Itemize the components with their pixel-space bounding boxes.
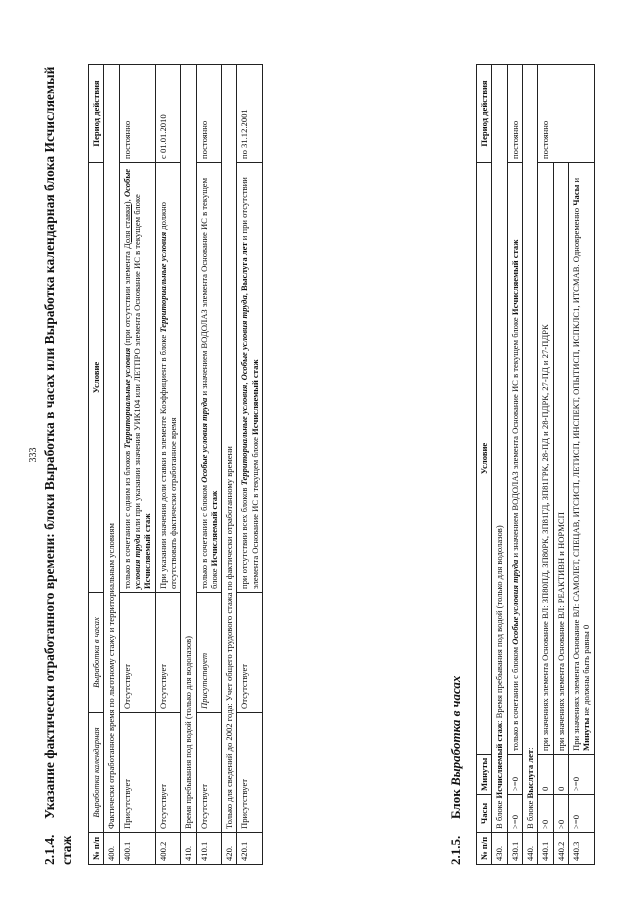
table-calendar-output (88, 64, 263, 865)
row-num: 440.3 (568, 833, 594, 865)
cell-calendar: Присутствует (237, 713, 263, 833)
cell-period: постоянно (196, 65, 222, 163)
row-num: 440.1 (538, 833, 553, 865)
table-row (196, 65, 222, 865)
section-title: Указание фактически отработанного времени: блоки Выработка в часах или Выработка календарная блока Исчисляемый стаж (42, 66, 74, 865)
table-row (119, 65, 155, 865)
section-heading-2-1-5 (448, 45, 464, 865)
col-header-calendar: Выработка календарная (89, 713, 104, 833)
cell-minutes: >=0 (507, 755, 522, 795)
cell-period: с 01.01.2010 (155, 65, 181, 163)
cell-condition: при значениях элемента Основание ВЛ: РЕАКТИВН и НОРМСП (553, 163, 568, 755)
cell-hours: Отсутствует (119, 593, 155, 713)
row-num: 400. (104, 833, 119, 865)
cell-minutes: 0 (538, 755, 553, 795)
cell-condition: только в сочетании с блоком Особые условия труда и значением ВОДОЛАЗ элемента Основание ИС в текущем блоке Исчисляемый стаж (507, 163, 522, 755)
cell-calendar: Присутствует (119, 713, 155, 833)
table-row (104, 65, 119, 865)
row-num: 420. (222, 833, 237, 865)
row-num: 430. (492, 833, 507, 865)
cell-condition: При значениях элемента Основание ВЛ: САМОЛЕТ, СПЕЦАВ, ИТСИСП, ЛЕТИСП, ИНСПЕКТ, ОПЫТИСП, ИСПКЛС1, ИТСМАВ. Одновременно Часы и Минуты не должны быть равны 0 (568, 163, 594, 755)
row-num: 420.1 (237, 833, 263, 865)
table-row (222, 65, 237, 865)
cell-period: по 31.12.2001 (237, 65, 263, 163)
row-num: 410. (181, 833, 196, 865)
table-row (181, 65, 196, 865)
table-row (522, 65, 537, 865)
table-header-row (477, 65, 492, 865)
cell-period: постоянно (119, 65, 155, 163)
cell-condition: только в сочетании с блоком Особые условия труда и значением ВОДОЛАЗ элемента Основание ИС в текущем блоке Исчисляемый стаж (196, 163, 222, 593)
cell-hours: >0 (553, 795, 568, 833)
section-number: 2.1.4. (42, 834, 57, 865)
col-header-num: № п/п (89, 833, 104, 865)
table-row (553, 65, 568, 865)
cell-hours: >=0 (568, 795, 594, 833)
rotated-page-content (28, 35, 624, 875)
section-prefix: Блок (448, 786, 463, 819)
col-header-hours: Часы (477, 795, 492, 833)
group-title: Фактически отработанное время по льготному стажу и территориальным условиям (104, 65, 119, 833)
col-header-condition: Условие (477, 163, 492, 755)
col-header-hours: Выработка в часах (89, 593, 104, 713)
col-header-condition: Условие (89, 163, 104, 593)
group-title: В блоке Выслуга лет: (522, 65, 537, 833)
row-num: 400.1 (119, 833, 155, 865)
table-row (155, 65, 181, 865)
table-hours-output (476, 64, 595, 865)
col-header-minutes: Минуты (477, 755, 492, 795)
table-row (492, 65, 507, 865)
cell-condition: только в сочетании с одним из блоков Территориальные условия (при отсутствии элемента Доля ставки), Особые условия труда или при указании значения УИК104 или ЛЕТПРО элемента Основание ИС в текущем блоке Исчисляемый стаж (119, 163, 155, 593)
cell-condition: При указании значения доли ставки в элементе Коэффициент в блоке Территориальные условия должно отсутствовать фактически отработанное время (155, 163, 181, 593)
cell-condition: при значениях элемента Основание ВЛ: ЗП80ПД, ЗП80РК, ЗП81ГД, ЗП81ГРК, 28-ПД и 28-ПДРК, 27-ПД и 27-ПДРК (538, 163, 553, 755)
table-row (538, 65, 553, 865)
cell-hours: Отсутствует (237, 593, 263, 713)
table-header-row (89, 65, 104, 865)
col-header-period: Период действия (477, 65, 492, 163)
cell-minutes: 0 (553, 755, 568, 795)
cell-period: постоянно (538, 65, 594, 163)
section-heading-2-1-4 (42, 45, 76, 865)
cell-hours: >0 (538, 795, 553, 833)
cell-hours: >=0 (507, 795, 522, 833)
group-title: В блоке Исчисляемый стаж: Время пребывания под водой (только для водолазов) (492, 65, 507, 833)
cell-period: постоянно (507, 65, 522, 163)
cell-hours: Присутствует (196, 593, 222, 713)
row-num: 410.1 (196, 833, 222, 865)
page-number: 333 (28, 447, 39, 463)
group-title: Время пребывания под водой (только для водолазов) (181, 65, 196, 833)
table-row (237, 65, 263, 865)
col-header-num: № п/п (477, 833, 492, 865)
cell-hours: Отсутствует (155, 593, 181, 713)
cell-condition: при отсутствии всех блоков Территориальные условия, Особые условия труда, Выслуга лет и при отсутствии элемента Основание ИС в текущем блоке Исчисляемый стаж (237, 163, 263, 593)
table-row (568, 65, 594, 865)
row-num: 430.1 (507, 833, 522, 865)
table-row (507, 65, 522, 865)
cell-minutes: >=0 (568, 755, 594, 795)
row-num: 440.2 (553, 833, 568, 865)
section-number: 2.1.5. (448, 835, 463, 865)
row-num: 400.2 (155, 833, 181, 865)
cell-calendar: Отсутствует (155, 713, 181, 833)
row-num: 440. (522, 833, 537, 865)
cell-calendar: Отсутствует (196, 713, 222, 833)
group-title: Только для сведений до 2002 года: Учет общего трудового стажа по фактически отработанному времени (222, 65, 237, 833)
col-header-period: Период действия (89, 65, 104, 163)
section-title: Выработка в часах (448, 675, 463, 787)
